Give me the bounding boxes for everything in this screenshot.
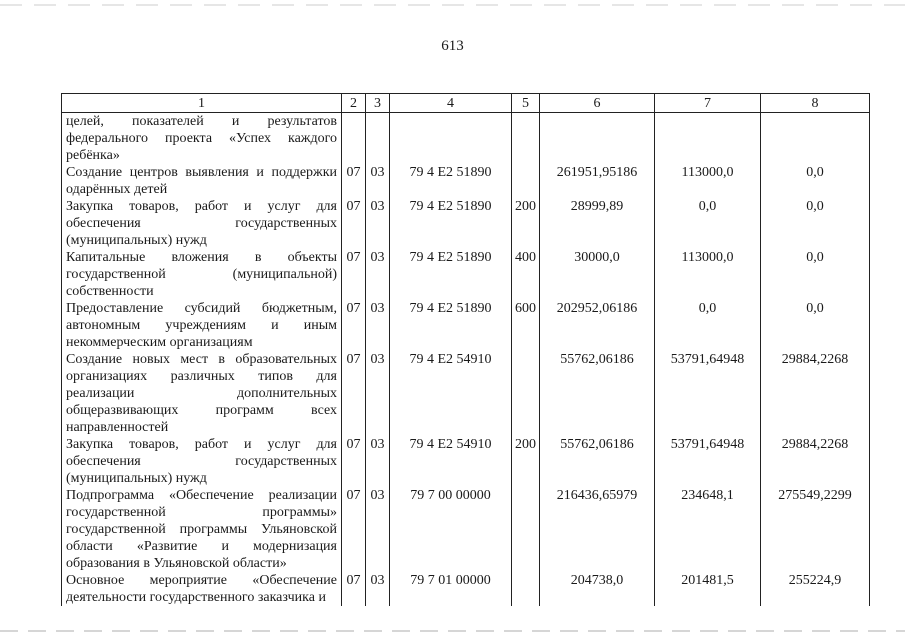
row-expense-type: 600 — [512, 300, 540, 351]
row-amount-col8: 29884,2268 — [761, 436, 870, 487]
table-row — [62, 164, 870, 198]
header-col-4: 4 — [390, 94, 512, 113]
row-section: 07 — [342, 249, 366, 300]
row-expense-type — [512, 113, 540, 165]
scan-top-edge — [0, 4, 905, 6]
row-target-code: 79 4 Е2 51890 — [390, 198, 512, 249]
row-subsection: 03 — [366, 198, 390, 249]
row-target-code: 79 4 Е2 51890 — [390, 164, 512, 198]
row-amount-col6 — [540, 113, 655, 165]
row-amount-col8 — [761, 113, 870, 165]
row-target-code: 79 4 Е2 54910 — [390, 351, 512, 436]
row-subsection: 03 — [366, 487, 390, 572]
row-target-code: 79 7 01 00000 — [390, 572, 512, 606]
row-amount-col8: 0,0 — [761, 164, 870, 198]
header-col-2: 2 — [342, 94, 366, 113]
budget-table — [61, 93, 870, 606]
row-amount-col8: 275549,2299 — [761, 487, 870, 572]
row-amount-col8: 29884,2268 — [761, 351, 870, 436]
row-target-code: 79 4 Е2 54910 — [390, 436, 512, 487]
header-col-3: 3 — [366, 94, 390, 113]
row-expense-type: 400 — [512, 249, 540, 300]
row-amount-col8: 0,0 — [761, 300, 870, 351]
row-amount-col7: 53791,64948 — [655, 351, 761, 436]
row-subsection: 03 — [366, 572, 390, 606]
row-amount-col8: 255224,9 — [761, 572, 870, 606]
header-col-6: 6 — [540, 94, 655, 113]
row-section: 07 — [342, 572, 366, 606]
row-section: 07 — [342, 164, 366, 198]
row-amount-col6: 202952,06186 — [540, 300, 655, 351]
row-description: Создание новых мест в образовательных организациях различных типов для реализации дополнительных общеразвивающих программ всех направленностей — [62, 351, 342, 436]
table-row — [62, 436, 870, 487]
row-description: Закупка товаров, работ и услуг для обеспечения государственных (муниципальных) нужд — [62, 436, 342, 487]
row-section: 07 — [342, 198, 366, 249]
scan-bottom-edge — [0, 630, 905, 632]
table-row — [62, 198, 870, 249]
row-description: Закупка товаров, работ и услуг для обеспечения государственных (муниципальных) нужд — [62, 198, 342, 249]
row-amount-col6: 55762,06186 — [540, 436, 655, 487]
row-subsection — [366, 113, 390, 165]
row-section: 07 — [342, 436, 366, 487]
row-amount-col7 — [655, 113, 761, 165]
table-header-row — [62, 94, 870, 113]
row-subsection: 03 — [366, 351, 390, 436]
row-amount-col6: 204738,0 — [540, 572, 655, 606]
row-amount-col6: 28999,89 — [540, 198, 655, 249]
table-row — [62, 487, 870, 572]
header-col-8: 8 — [761, 94, 870, 113]
row-amount-col6: 216436,65979 — [540, 487, 655, 572]
row-expense-type — [512, 572, 540, 606]
header-col-5: 5 — [512, 94, 540, 113]
row-amount-col7: 113000,0 — [655, 249, 761, 300]
row-section: 07 — [342, 300, 366, 351]
table-row — [62, 351, 870, 436]
row-expense-type — [512, 351, 540, 436]
row-amount-col6: 30000,0 — [540, 249, 655, 300]
row-amount-col6: 261951,95186 — [540, 164, 655, 198]
row-description: Основное мероприятие «Обеспечение деятельности государственного заказчика и — [62, 572, 342, 606]
row-amount-col7: 113000,0 — [655, 164, 761, 198]
row-description: Капитальные вложения в объекты государственной (муниципальной) собственности — [62, 249, 342, 300]
row-description: Создание центров выявления и поддержки одарённых детей — [62, 164, 342, 198]
row-target-code: 79 7 00 00000 — [390, 487, 512, 572]
row-expense-type: 200 — [512, 436, 540, 487]
table-row — [62, 300, 870, 351]
row-amount-col8: 0,0 — [761, 198, 870, 249]
row-amount-col7: 201481,5 — [655, 572, 761, 606]
row-expense-type: 200 — [512, 198, 540, 249]
row-amount-col6: 55762,06186 — [540, 351, 655, 436]
header-col-7: 7 — [655, 94, 761, 113]
row-section: 07 — [342, 351, 366, 436]
table-row — [62, 249, 870, 300]
row-description: Подпрограмма «Обеспечение реализации государственной программы» государственной программы Ульяновской области «Развитие и модернизация образования в Ульяновской области» — [62, 487, 342, 572]
row-section: 07 — [342, 487, 366, 572]
page-number: 613 — [441, 38, 464, 54]
table-row — [62, 113, 870, 165]
row-target-code: 79 4 Е2 51890 — [390, 300, 512, 351]
row-amount-col7: 234648,1 — [655, 487, 761, 572]
table-row — [62, 572, 870, 606]
row-amount-col7: 0,0 — [655, 198, 761, 249]
row-section — [342, 113, 366, 165]
row-description: Предоставление субсидий бюджетным, автономным учреждениям и иным некоммерческим организациям — [62, 300, 342, 351]
row-subsection: 03 — [366, 436, 390, 487]
row-amount-col7: 53791,64948 — [655, 436, 761, 487]
row-amount-col7: 0,0 — [655, 300, 761, 351]
header-col-1: 1 — [62, 94, 342, 113]
row-description: целей, показателей и результатов федерального проекта «Успех каждого ребёнка» — [62, 113, 342, 165]
row-target-code — [390, 113, 512, 165]
row-expense-type — [512, 487, 540, 572]
row-subsection: 03 — [366, 164, 390, 198]
row-subsection: 03 — [366, 300, 390, 351]
row-expense-type — [512, 164, 540, 198]
row-target-code: 79 4 Е2 51890 — [390, 249, 512, 300]
row-subsection: 03 — [366, 249, 390, 300]
row-amount-col8: 0,0 — [761, 249, 870, 300]
